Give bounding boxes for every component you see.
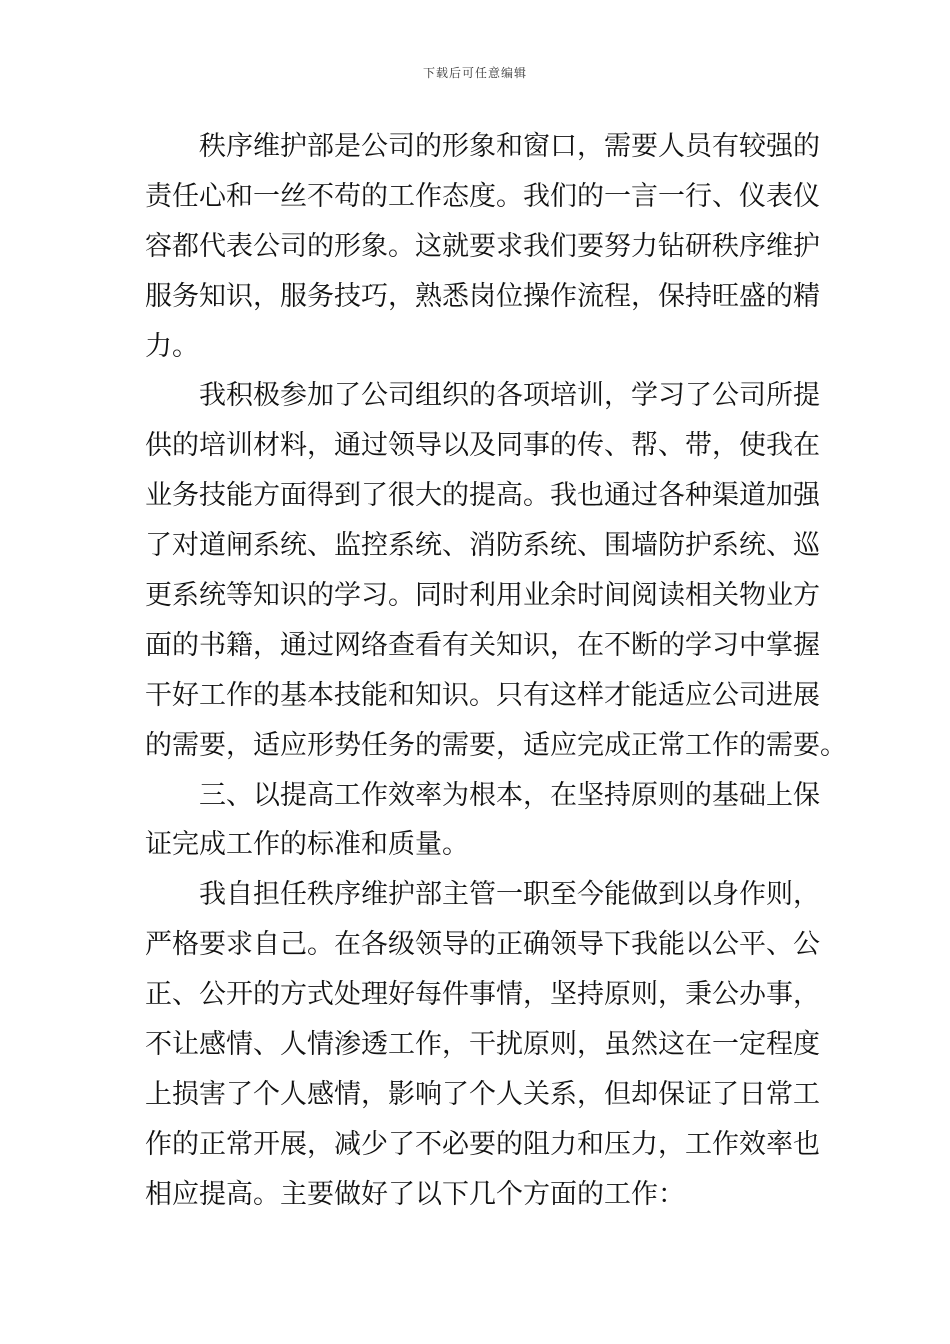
text-line: 责任心和一丝不苟的工作态度。我们的一言一行、仪表仪 [145, 180, 820, 212]
text-line: 力。 [145, 330, 199, 362]
text-line: 我积极参加了公司组织的各项培训，学习了公司所提 [199, 380, 820, 412]
text-line: 作的正常开展，减少了不必要的阻力和压力，工作效率也 [145, 1128, 820, 1160]
text-line: 了对道闸系统、监控系统、消防系统、围墙防护系统、巡 [145, 530, 820, 562]
document-body [145, 122, 847, 1220]
header-note: 下载后可任意编辑 [422, 66, 527, 80]
text-line: 服务知识，服务技巧，熟悉岗位操作流程，保持旺盛的精 [145, 280, 820, 312]
text-line: 更系统等知识的学习。同时利用业余时间阅读相关物业方 [145, 580, 820, 612]
text-line: 面的书籍，通过网络查看有关知识，在不断的学习中掌握 [145, 629, 820, 661]
text-line: 供的培训材料，通过领导以及同事的传、帮、带，使我在 [145, 430, 820, 462]
text-line: 的需要，适应形势任务的需要，适应完成正常工作的需要。 [145, 729, 847, 761]
text-line: 相应提高。主要做好了以下几个方面的工作： [145, 1178, 685, 1210]
text-line: 证完成工作的标准和质量。 [145, 829, 469, 861]
text-line: 严格要求自己。在各级领导的正确领导下我能以公平、公 [145, 929, 820, 961]
text-line: 三、以提高工作效率为根本，在坚持原则的基础上保 [199, 779, 820, 811]
text-line: 业务技能方面得到了很大的提高。我也通过各种渠道加强 [145, 480, 820, 512]
text-line: 容都代表公司的形象。这就要求我们要努力钻研秩序维护 [145, 230, 820, 262]
text-line: 正、公开的方式处理好每件事情，坚持原则，秉公办事， [145, 979, 820, 1011]
text-line: 我自担任秩序维护部主管一职至今能做到以身作则， [199, 879, 820, 911]
text-line: 秩序维护部是公司的形象和窗口，需要人员有较强的 [199, 131, 820, 162]
text-line: 干好工作的基本技能和知识。只有这样才能适应公司进展 [145, 679, 820, 711]
text-line: 上损害了个人感情，影响了个人关系，但却保证了日常工 [145, 1078, 820, 1110]
text-line: 不让感情、人情渗透工作，干扰原则，虽然这在一定程度 [145, 1029, 820, 1061]
